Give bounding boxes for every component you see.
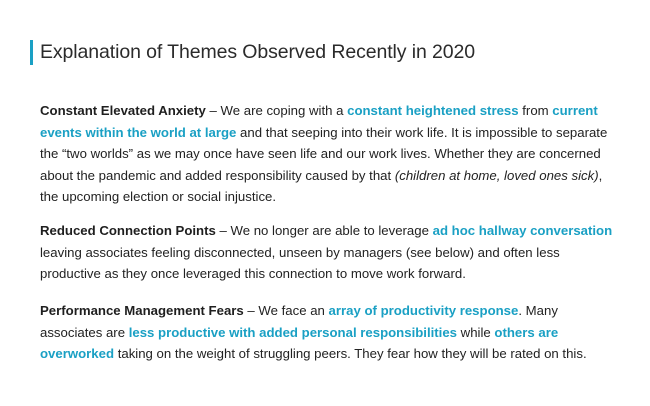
theme-highlight: current events within the world at large	[40, 103, 598, 140]
theme-text: taking on the weight of struggling peers. They fear how they will be rated on this.	[114, 346, 587, 361]
theme-text: and that seeping into their work life. It is impossible to separate the “two worlds” as we may once have seen life and our work lives. Whether they are concerned about the pandemic and added responsibility caused by that	[40, 124, 608, 183]
page-title: Explanation of Themes Observed Recently in 2020	[40, 41, 476, 63]
theme-paragraph-anxiety	[40, 100, 620, 208]
theme-text: from	[518, 103, 553, 118]
theme-highlight: less productive with added personal responsibilities	[128, 324, 458, 340]
theme-text: , the upcoming election or social injustice.	[40, 167, 603, 204]
theme-highlight: others are overworked	[40, 324, 559, 361]
theme-term: Reduced Connection Points	[40, 223, 216, 238]
theme-paragraph-performance	[40, 300, 620, 365]
theme-term: Constant Elevated Anxiety	[40, 103, 206, 118]
theme-text: – We are coping with a	[205, 103, 348, 118]
theme-italic-note: (children at home, loved ones sick)	[394, 167, 599, 183]
theme-highlight: array of productivity response	[328, 303, 519, 318]
theme-text: . Many associates are	[40, 303, 558, 340]
theme-text: – We face an	[243, 303, 329, 318]
theme-highlight: constant heightened stress	[347, 103, 519, 118]
theme-text: leaving associates feeling disconnected, unseen by managers (see below) and often less productive as they once leveraged this connection to move work forward.	[40, 244, 560, 281]
theme-highlight: ad hoc hallway conversation	[432, 223, 613, 238]
theme-text: while	[457, 324, 495, 340]
theme-text: – We no longer are able to leverage	[215, 223, 433, 238]
title-accent-bar	[30, 40, 33, 65]
theme-paragraph-connection	[40, 220, 620, 285]
theme-term: Performance Management Fears	[40, 303, 244, 318]
